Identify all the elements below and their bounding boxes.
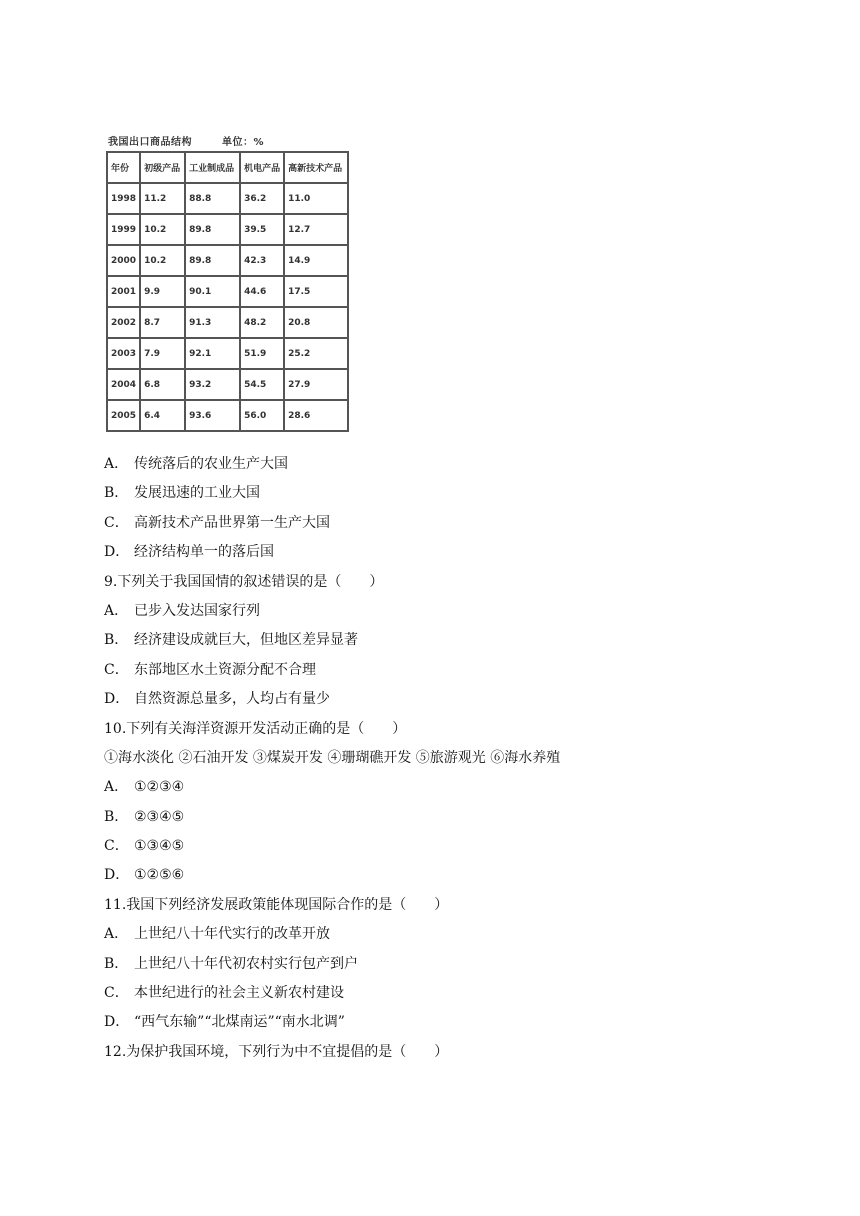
cell: 92.1 (185, 338, 240, 369)
cell: 14.9 (284, 245, 348, 276)
q11-option-d: D． “西气东输”“北煤南运”“南水北调” (104, 1014, 345, 1031)
q10-option-d: D． ①②⑤⑥ (104, 867, 185, 884)
q11-option-c: C． 本世纪进行的社会主义新农村建设 (104, 985, 344, 1002)
cell: 28.6 (284, 400, 348, 431)
q11-stem: 11.我国下列经济发展政策能体现国际合作的是（ ） (104, 896, 449, 913)
q8-option-c: C． 高新技术产品世界第一生产大国 (104, 514, 330, 531)
cell: 54.5 (240, 369, 284, 400)
q11-option-a: A． 上世纪八十年代实行的改革开放 (104, 926, 330, 943)
cell: 93.2 (185, 369, 240, 400)
table-row (107, 307, 348, 338)
cell: 10.2 (140, 245, 185, 276)
header-hightech: 高新技术产品 (284, 152, 348, 183)
q8-option-d: D． 经济结构单一的落后国 (104, 544, 274, 561)
cell: 7.9 (140, 338, 185, 369)
export-structure-table (106, 151, 349, 432)
table-title: 我国出口商品结构 (108, 137, 192, 148)
cell: 1999 (107, 214, 140, 245)
cell: 56.0 (240, 400, 284, 431)
cell: 2001 (107, 276, 140, 307)
cell: 91.3 (185, 307, 240, 338)
table-row (107, 183, 348, 214)
cell: 6.4 (140, 400, 185, 431)
cell: 48.2 (240, 307, 284, 338)
cell: 6.8 (140, 369, 185, 400)
cell: 8.7 (140, 307, 185, 338)
cell: 42.3 (240, 245, 284, 276)
cell: 2002 (107, 307, 140, 338)
header-manufactured-goods: 工业制成品 (185, 152, 240, 183)
cell: 51.9 (240, 338, 284, 369)
q8-option-b: B． 发展迅速的工业大国 (104, 485, 260, 502)
table-row (107, 245, 348, 276)
cell: 10.2 (140, 214, 185, 245)
cell: 17.5 (284, 276, 348, 307)
cell: 44.6 (240, 276, 284, 307)
cell: 2003 (107, 338, 140, 369)
cell: 2004 (107, 369, 140, 400)
cell: 93.6 (185, 400, 240, 431)
table-row (107, 369, 348, 400)
q11-option-b: B． 上世纪八十年代初农村实行包产到户 (104, 955, 358, 972)
q10-option-c: C． ①③④⑤ (104, 838, 185, 855)
cell: 90.1 (185, 276, 240, 307)
cell: 27.9 (284, 369, 348, 400)
table-row (107, 214, 348, 245)
q8-option-a: A． 传统落后的农业生产大国 (104, 456, 288, 472)
q9-option-c: C． 东部地区水土资源分配不合理 (104, 661, 316, 678)
q9-option-b: B． 经济建设成就巨大，但地区差异显著 (104, 632, 358, 649)
q10-option-a: A． ①②③④ (104, 779, 185, 796)
q9-stem: 9.下列关于我国国情的叙述错误的是（ ） (104, 573, 384, 590)
cell: 88.8 (185, 183, 240, 214)
cell: 2000 (107, 245, 140, 276)
question-text (104, 450, 804, 1067)
cell: 11.0 (284, 183, 348, 214)
q10-stem: 10.下列有关海洋资源开发活动正确的是（ ） (104, 720, 407, 737)
cell: 20.8 (284, 307, 348, 338)
cell: 1998 (107, 183, 140, 214)
q9-option-a: A． 已步入发达国家行列 (104, 602, 260, 619)
cell: 12.7 (284, 214, 348, 245)
cell: 25.2 (284, 338, 348, 369)
header-primary-products: 初级产品 (140, 152, 185, 183)
header-year: 年份 (107, 152, 140, 183)
q12-stem: 12.为保护我国环境，下列行为中不宜提倡的是（ ） (104, 1043, 449, 1060)
table-unit: 单位：% (222, 137, 265, 148)
header-electromechanical: 机电产品 (240, 152, 284, 183)
cell: 11.2 (140, 183, 185, 214)
q10-items: ①海水淡化 ②石油开发 ③煤炭开发 ④珊瑚礁开发 ⑤旅游观光 ⑥海水养殖 (104, 749, 561, 766)
cell: 9.9 (140, 276, 185, 307)
cell: 39.5 (240, 214, 284, 245)
q10-option-b: B． ②③④⑤ (104, 808, 185, 825)
q9-option-d: D． 自然资源总量多，人均占有量少 (104, 691, 330, 708)
table-row (107, 338, 348, 369)
table-header-row (107, 152, 348, 183)
cell: 2005 (107, 400, 140, 431)
cell: 89.8 (185, 245, 240, 276)
table-row (107, 276, 348, 307)
cell: 89.8 (185, 214, 240, 245)
table-row (107, 400, 348, 431)
cell: 36.2 (240, 183, 284, 214)
table-caption (108, 133, 264, 148)
